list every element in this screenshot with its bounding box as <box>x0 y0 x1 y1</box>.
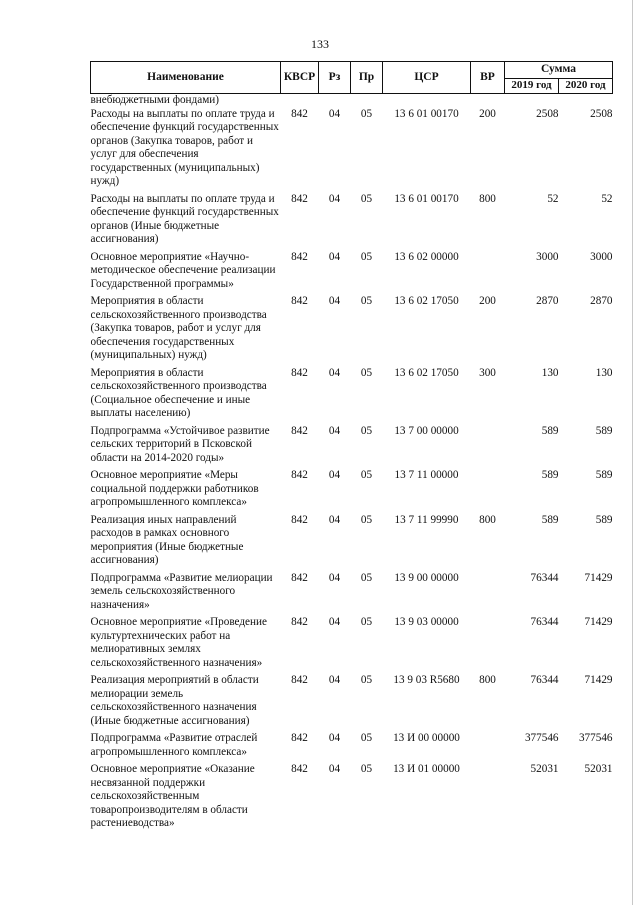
budget-table <box>90 61 613 835</box>
row-vr: 800 <box>479 513 496 526</box>
row-csr: 13 6 01 00170 <box>394 107 459 120</box>
row-rz: 04 <box>328 616 341 628</box>
row-csr: 13 6 02 00000 <box>394 250 459 263</box>
row-sum-2020: 589 <box>595 469 613 481</box>
row-rz: 04 <box>328 424 341 437</box>
row-sum-2020: 3000 <box>590 250 613 263</box>
table-row <box>91 469 613 514</box>
row-csr: 13 И 01 00000 <box>393 763 460 775</box>
page-number: 133 <box>311 37 329 51</box>
scan-edge-line <box>632 0 633 905</box>
continuation-text: внебюджетными фондами) <box>90 94 219 106</box>
row-name: Основное мероприятие «Оказание несвязанной поддержки сельскохозяйственным товаропроизводителям в области растениеводства» <box>90 763 255 829</box>
row-sum-2019: 130 <box>541 366 559 379</box>
row-kvsr: 842 <box>291 469 308 481</box>
table-row <box>91 425 613 470</box>
continuation-row <box>91 94 613 108</box>
header-sum: Сумма <box>505 62 613 79</box>
header-year-2019: 2019 год <box>505 79 559 94</box>
row-sum-2020: 52 <box>601 192 613 205</box>
row-pr: 05 <box>360 295 373 307</box>
row-pr: 05 <box>360 571 373 584</box>
table-row <box>91 108 613 193</box>
row-rz: 04 <box>328 763 341 775</box>
row-rz: 04 <box>328 674 341 686</box>
row-vr: 800 <box>479 192 496 205</box>
row-kvsr: 842 <box>291 616 308 628</box>
row-name: Мероприятия в области сельскохозяйственного производства (Закупка товаров, работ и услуг для обеспечения государственных (муниципальных) нужд) <box>90 295 267 361</box>
row-name: Реализация иных направлений расходов в рамках основного мероприятия (Иные бюджетные ассигнования) <box>90 513 244 566</box>
row-kvsr: 842 <box>291 107 308 120</box>
row-kvsr: 842 <box>291 513 308 526</box>
row-sum-2020: 377546 <box>578 732 613 744</box>
row-csr: 13 7 11 99990 <box>394 513 459 526</box>
row-csr: 13 6 01 00170 <box>394 192 459 205</box>
row-sum-2019: 589 <box>541 424 559 437</box>
row-pr: 05 <box>360 616 373 628</box>
row-kvsr: 842 <box>291 732 308 744</box>
row-sum-2019: 377546 <box>524 732 559 744</box>
row-kvsr: 842 <box>291 571 308 584</box>
table-row <box>91 193 613 251</box>
row-rz: 04 <box>328 107 341 120</box>
row-sum-2020: 2508 <box>590 107 613 120</box>
row-name: Мероприятия в области сельскохозяйственного производства (Социальное обеспечение и иные выплаты населению) <box>90 366 267 419</box>
row-sum-2020: 2870 <box>590 295 613 307</box>
row-pr: 05 <box>360 763 373 775</box>
table-row <box>91 674 613 732</box>
header-vr: ВР <box>471 62 505 94</box>
row-csr: 13 6 02 17050 <box>394 366 459 379</box>
row-rz: 04 <box>328 250 341 263</box>
row-pr: 05 <box>360 513 373 526</box>
table-row <box>91 763 613 835</box>
row-sum-2019: 2508 <box>536 107 559 120</box>
row-sum-2020: 589 <box>595 424 613 437</box>
row-csr: 13 7 00 00000 <box>394 424 459 437</box>
row-rz: 04 <box>328 513 341 526</box>
row-name: Подпрограмма «Развитие отраслей агропромышленного комплекса» <box>90 732 258 758</box>
table-header <box>91 62 613 94</box>
table-row <box>91 367 613 425</box>
row-pr: 05 <box>360 674 373 686</box>
row-vr <box>471 251 505 296</box>
row-sum-2020: 130 <box>595 366 613 379</box>
row-pr: 05 <box>360 469 373 481</box>
row-pr: 05 <box>360 192 373 205</box>
row-sum-2020: 71429 <box>584 571 613 584</box>
row-name: Подпрограмма «Устойчивое развитие сельских территорий в Псковской области на 2014-2020 годы» <box>90 424 270 464</box>
table-body <box>91 94 613 835</box>
row-name: Расходы на выплаты по оплате труда и обеспечение функций государственных органов (Иные бюджетные ассигнования) <box>90 192 279 245</box>
row-vr: 800 <box>479 674 496 686</box>
row-pr: 05 <box>360 107 373 120</box>
row-vr <box>471 425 505 470</box>
row-sum-2020: 71429 <box>584 616 613 628</box>
row-sum-2019: 589 <box>541 469 559 481</box>
row-pr: 05 <box>360 250 373 263</box>
header-csr: ЦСР <box>383 62 471 94</box>
row-csr: 13 9 00 00000 <box>394 571 459 584</box>
header-rz: Рз <box>319 62 351 94</box>
row-kvsr: 842 <box>291 250 308 263</box>
row-sum-2019: 52031 <box>530 763 559 775</box>
row-vr: 200 <box>479 295 496 307</box>
row-csr: 13 6 02 17050 <box>394 295 459 307</box>
row-vr <box>471 763 505 835</box>
row-vr <box>471 572 505 617</box>
row-name: Основное мероприятие «Проведение культуртехнических работ на мелиоративных землях сельскохозяйственного назначения» <box>90 616 267 669</box>
row-rz: 04 <box>328 571 341 584</box>
row-sum-2020: 589 <box>595 513 613 526</box>
row-kvsr: 842 <box>291 366 308 379</box>
row-pr: 05 <box>360 424 373 437</box>
row-name: Основное мероприятие «Меры социальной поддержки работников агропромышленного комплекса» <box>90 469 259 508</box>
table-row <box>91 251 613 296</box>
header-kvsr: КВСР <box>281 62 319 94</box>
row-sum-2019: 2870 <box>536 295 559 307</box>
header-name: Наименование <box>91 62 281 94</box>
row-csr: 13 9 03 R5680 <box>393 674 460 686</box>
row-rz: 04 <box>328 732 341 744</box>
table-row <box>91 732 613 763</box>
row-sum-2019: 589 <box>541 513 559 526</box>
row-sum-2019: 3000 <box>536 250 559 263</box>
row-sum-2019: 76344 <box>530 674 559 686</box>
table-row <box>91 572 613 617</box>
row-vr <box>471 469 505 514</box>
row-csr: 13 7 11 00000 <box>394 469 459 481</box>
row-name: Основное мероприятие «Научно-методическое обеспечение реализации Государственной программы» <box>90 250 276 290</box>
row-sum-2020: 71429 <box>584 674 613 686</box>
row-vr: 200 <box>479 107 496 120</box>
row-sum-2019: 76344 <box>530 571 559 584</box>
table-row <box>91 295 613 367</box>
header-pr: Пр <box>351 62 383 94</box>
row-name: Реализация мероприятий в области мелиорации земель сельскохозяйственного назначения (Иные бюджетные ассигнования) <box>90 674 259 727</box>
row-pr: 05 <box>360 732 373 744</box>
row-name: Расходы на выплаты по оплате труда и обеспечение функций государственных органов (Закупка товаров, работ и услуг для обеспечения государственных (муниципальных) нужд) <box>90 107 279 187</box>
row-csr: 13 И 00 00000 <box>393 732 460 744</box>
table-row <box>91 616 613 674</box>
row-vr: 300 <box>479 366 496 379</box>
row-kvsr: 842 <box>291 295 308 307</box>
header-year-2020: 2020 год <box>559 79 613 94</box>
row-pr: 05 <box>360 366 373 379</box>
row-vr <box>471 616 505 674</box>
row-vr <box>471 732 505 763</box>
row-sum-2019: 76344 <box>530 616 559 628</box>
row-name: Подпрограмма «Развитие мелиорации земель сельскохозяйственного назначения» <box>90 571 273 611</box>
row-rz: 04 <box>328 192 341 205</box>
row-csr: 13 9 03 00000 <box>394 616 459 628</box>
row-rz: 04 <box>328 469 341 481</box>
row-kvsr: 842 <box>291 192 308 205</box>
table-row <box>91 514 613 572</box>
row-kvsr: 842 <box>291 424 308 437</box>
row-kvsr: 842 <box>291 674 308 686</box>
row-kvsr: 842 <box>291 763 308 775</box>
row-rz: 04 <box>328 366 341 379</box>
row-rz: 04 <box>328 295 341 307</box>
row-sum-2019: 52 <box>547 192 559 205</box>
row-sum-2020: 52031 <box>584 763 613 775</box>
